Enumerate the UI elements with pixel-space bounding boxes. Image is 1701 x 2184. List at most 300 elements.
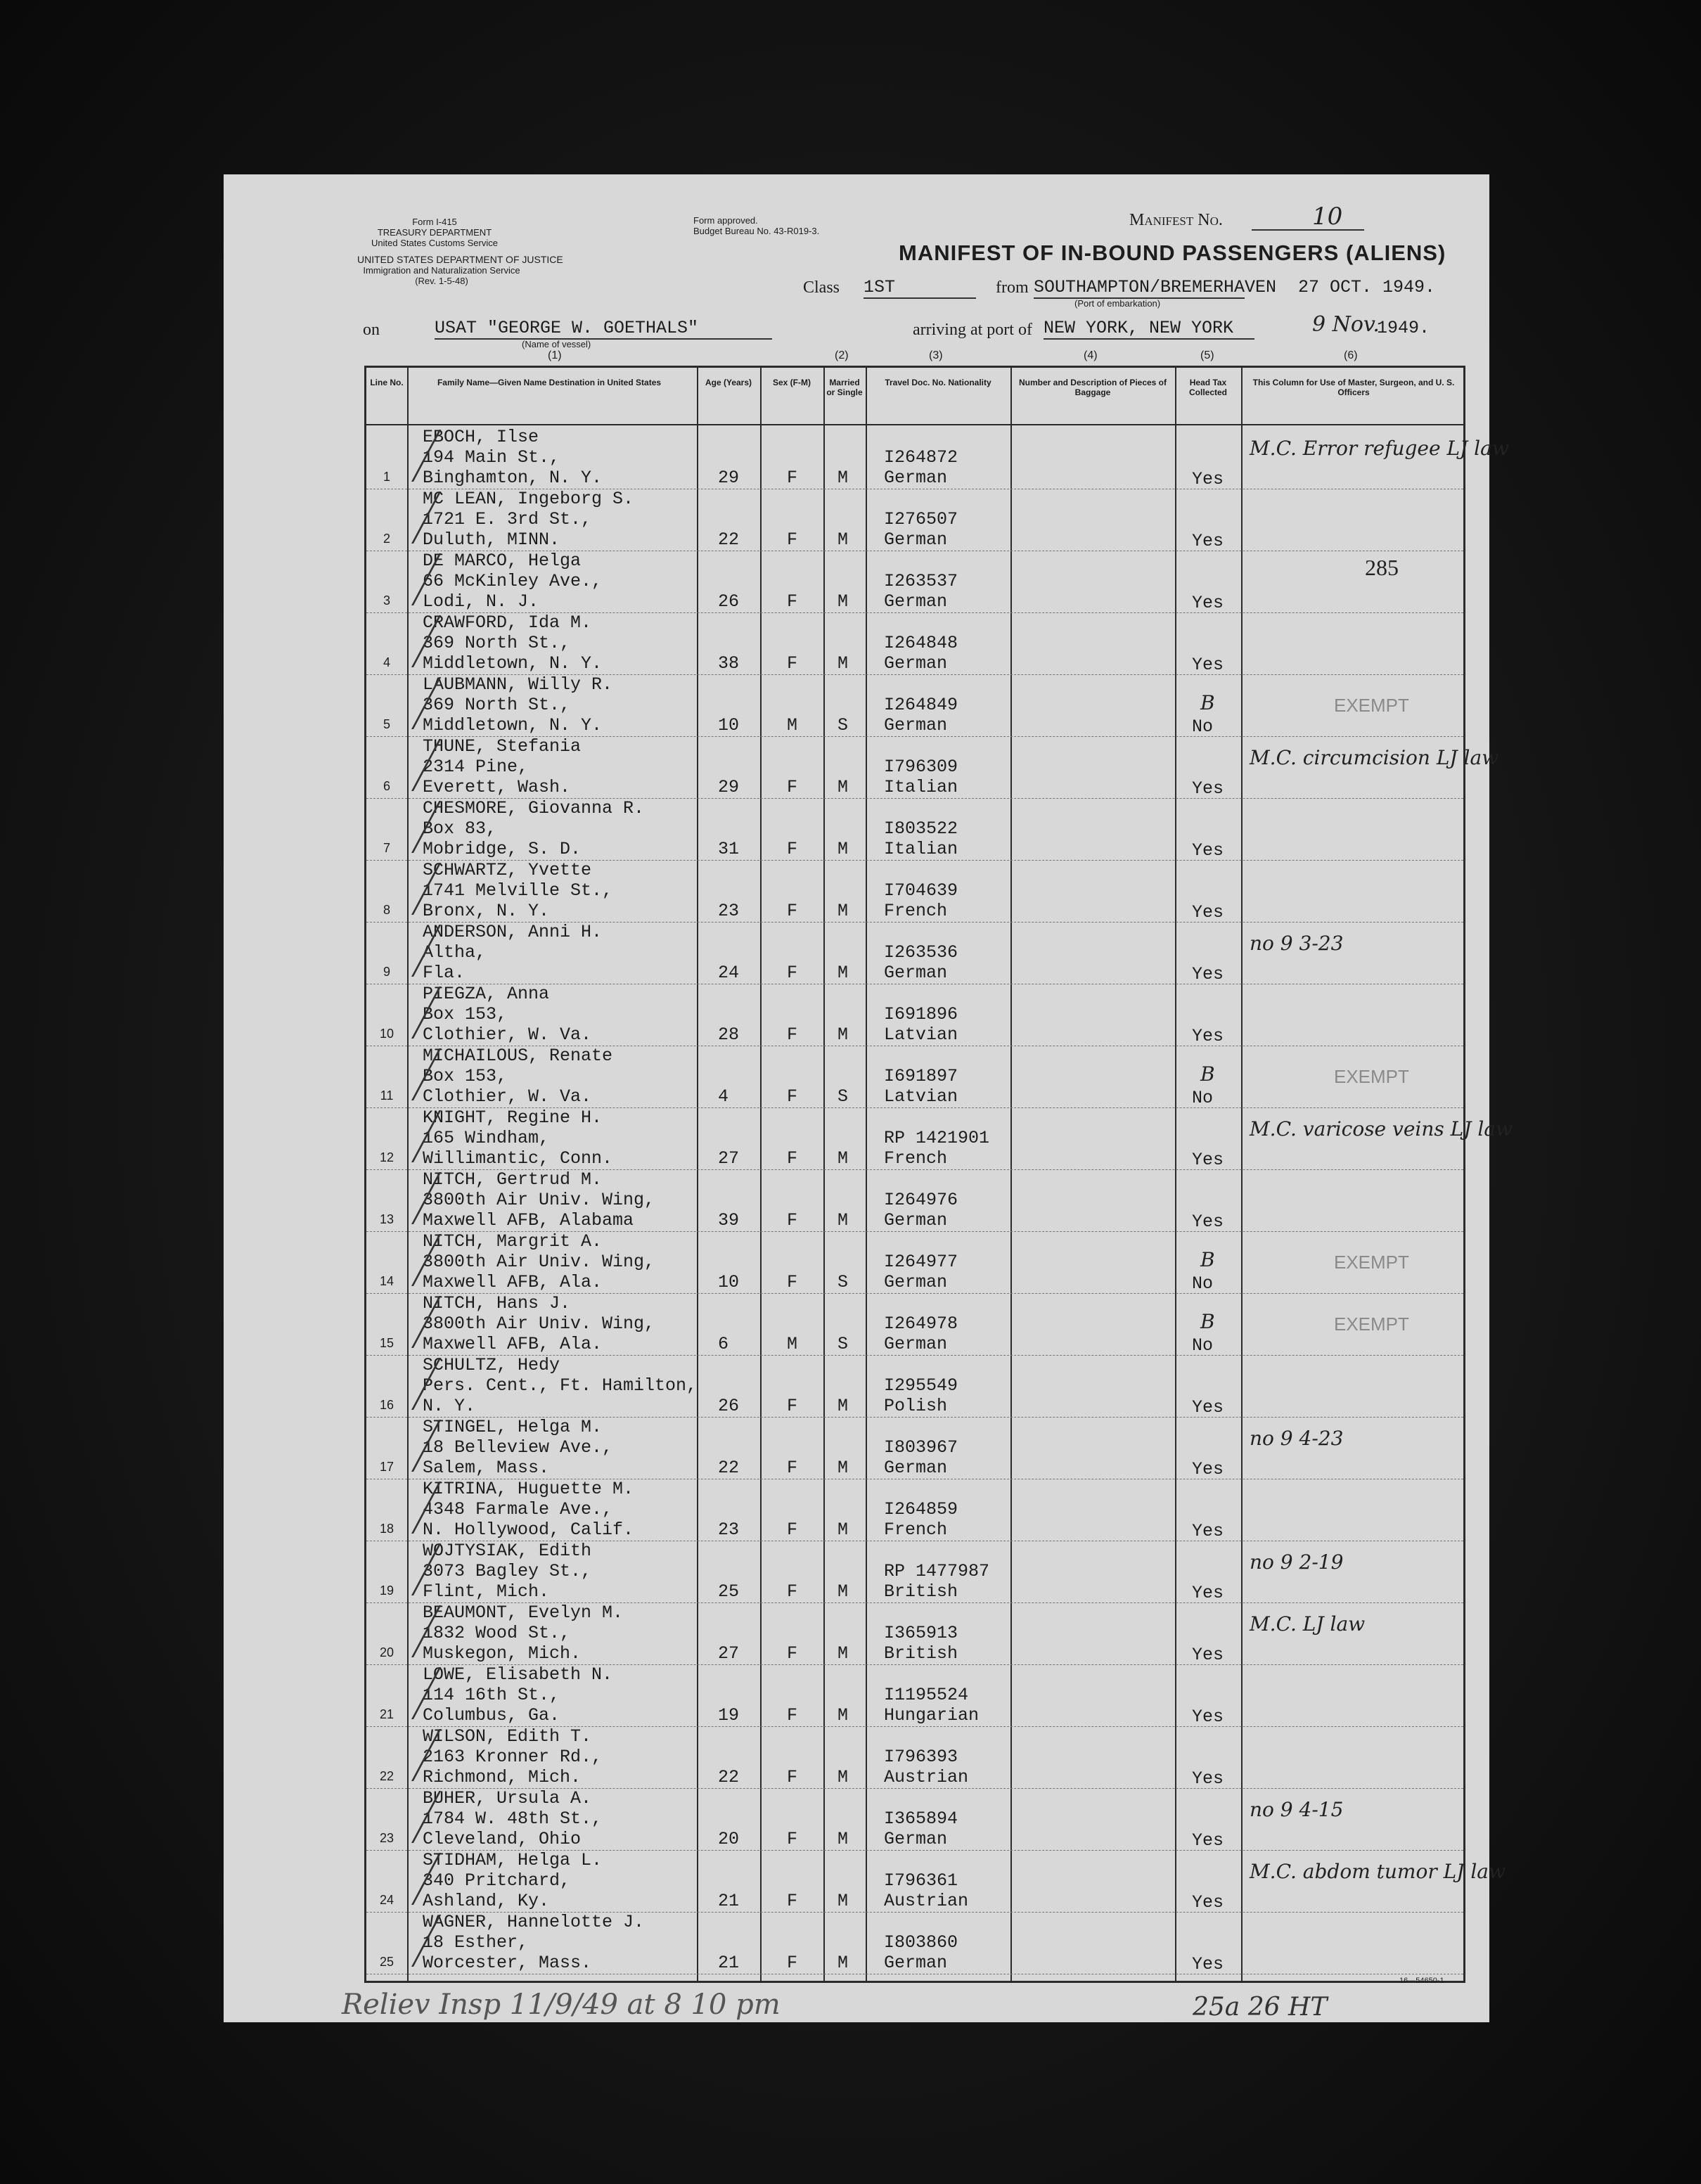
column-number: (5) — [1200, 349, 1214, 361]
travel-doc-number: RP 1421901 — [884, 1128, 990, 1148]
address-line: 1832 Wood St., — [423, 1623, 571, 1643]
address-line: Lodi, N. J. — [423, 591, 539, 612]
table-row — [366, 1479, 1463, 1541]
head-tax-value: Yes — [1192, 1830, 1224, 1851]
department-line: UNITED STATES DEPARTMENT OF JUSTICE — [357, 254, 563, 265]
table-row — [366, 674, 1463, 737]
nationality: German — [884, 715, 948, 736]
travel-doc-number: I796393 — [884, 1747, 958, 1767]
table-row — [366, 798, 1463, 861]
table-row — [366, 860, 1463, 923]
marital-status: M — [837, 1396, 849, 1416]
nationality: French — [884, 1520, 948, 1540]
address-line: Ashland, Ky. — [423, 1891, 550, 1911]
sex-value: F — [787, 1643, 798, 1664]
nationality: Latvian — [884, 1086, 958, 1107]
family-given-name: CHESMORE, Giovanna R. — [423, 798, 645, 818]
sex-value: F — [787, 901, 798, 921]
marital-status: M — [837, 1829, 849, 1849]
department-block — [357, 254, 563, 286]
address-line: 369 North St., — [423, 633, 571, 653]
line-number: 17 — [379, 1460, 394, 1474]
officer-annotation: M.C. abdom tumor LJ law — [1250, 1860, 1506, 1883]
address-line: Cleveland, Ohio — [423, 1829, 582, 1849]
marital-status: M — [837, 591, 849, 612]
exempt-stamp: EXEMPT — [1334, 695, 1409, 716]
address-line: Middletown, N. Y. — [423, 653, 603, 674]
age-value: 4 — [718, 1086, 729, 1107]
nationality: Austrian — [884, 1891, 969, 1911]
family-given-name: CRAWFORD, Ida M. — [423, 612, 592, 633]
sex-value: F — [787, 963, 798, 983]
officer-annotation: 285 — [1365, 555, 1399, 580]
column-header-text: Sex (F-M) — [773, 378, 811, 387]
address-line: 340 Pritchard, — [423, 1870, 571, 1891]
address-line: 3800th Air Univ. Wing, — [423, 1190, 655, 1210]
head-tax-value: Yes — [1192, 778, 1224, 799]
family-given-name: BEAUMONT, Evelyn M. — [423, 1602, 624, 1623]
table-row — [366, 1107, 1513, 1170]
age-value: 24 — [718, 963, 740, 983]
manifest-title: MANIFEST OF IN-BOUND PASSENGERS (ALIENS) — [899, 240, 1446, 265]
line-number: 2 — [383, 532, 390, 546]
department-line: Immigration and Naturalization Service — [363, 265, 520, 276]
line-number: 23 — [379, 1831, 394, 1845]
family-given-name: NITCH, Gertrud M. — [423, 1169, 603, 1190]
sex-value: F — [787, 1458, 798, 1478]
nationality: German — [884, 1458, 948, 1478]
line-number: 9 — [383, 965, 390, 979]
officer-annotation: no 9 4-15 — [1250, 1798, 1344, 1821]
age-value: 22 — [718, 1767, 740, 1787]
sex-value: F — [787, 1705, 798, 1726]
nationality: Italian — [884, 777, 958, 797]
column-number: (2) — [835, 349, 849, 361]
officer-annotation: no 9 3-23 — [1250, 932, 1344, 955]
manifest-page — [224, 174, 1513, 2022]
sex-value: M — [787, 1334, 798, 1354]
nationality: British — [884, 1581, 958, 1602]
address-line: 4348 Farmale Ave., — [423, 1499, 613, 1520]
table-row — [366, 736, 1499, 799]
marital-status: S — [837, 715, 849, 736]
column-header-text: Number and Description of Pieces of Baggage — [1018, 378, 1167, 397]
address-line: N. Y. — [423, 1396, 476, 1416]
family-given-name: ANDERSON, Anni H. — [423, 922, 603, 942]
marital-status: M — [837, 1520, 849, 1540]
head-tax-note: B — [1200, 1062, 1215, 1086]
sex-value: F — [787, 468, 798, 488]
head-tax-value: No — [1192, 1335, 1214, 1356]
marital-status: M — [837, 1458, 849, 1478]
sex-value: F — [787, 777, 798, 797]
address-line: Flint, Mich. — [423, 1581, 550, 1602]
address-line: Everett, Wash. — [423, 777, 571, 797]
line-number: 4 — [383, 655, 390, 669]
column-header-marital — [825, 378, 864, 397]
column-number: (1) — [548, 349, 562, 361]
class-label: Class — [803, 278, 840, 297]
column-header-age — [704, 378, 753, 387]
arrival-day: 9 Nov. — [1312, 312, 1380, 337]
address-line: Maxwell AFB, Alabama — [423, 1210, 634, 1231]
family-given-name: LOWE, Elisabeth N. — [423, 1664, 613, 1685]
sex-value: F — [787, 1086, 798, 1107]
exempt-stamp: EXEMPT — [1334, 1313, 1409, 1335]
address-line: Worcester, Mass. — [423, 1953, 592, 1973]
manifest-number: 10 — [1312, 203, 1343, 231]
address-line: Box 153, — [423, 1066, 508, 1086]
table-row — [366, 984, 1463, 1046]
manifest-number-line — [1252, 229, 1364, 231]
nationality: German — [884, 529, 948, 550]
column-header-text: This Column for Use of Master, Surgeon, and U. S. Officers — [1252, 378, 1455, 397]
marital-status: M — [837, 1581, 849, 1602]
line-number: 18 — [379, 1522, 394, 1536]
sex-value: F — [787, 1891, 798, 1911]
marital-status: M — [837, 1148, 849, 1169]
table-row — [366, 1046, 1463, 1108]
table-row — [366, 1417, 1463, 1479]
head-tax-value: No — [1192, 1088, 1214, 1108]
line-number: 11 — [380, 1088, 394, 1103]
sex-value: M — [787, 715, 798, 736]
travel-doc-number: I365913 — [884, 1623, 958, 1643]
family-given-name: SCHULTZ, Hedy — [423, 1355, 560, 1375]
marital-status: M — [837, 839, 849, 859]
travel-doc-number: I264849 — [884, 695, 958, 715]
column-header-text: Age (Years) — [705, 378, 752, 387]
class-value: 1ST — [864, 277, 976, 299]
nationality: Latvian — [884, 1024, 958, 1045]
officer-annotation: M.C. circumcision LJ law — [1250, 746, 1499, 769]
line-number: 12 — [379, 1150, 394, 1164]
marital-status: S — [837, 1272, 849, 1292]
address-line: Box 153, — [423, 1004, 508, 1024]
column-header-travel-doc — [873, 378, 1003, 387]
head-tax-value: No — [1192, 1273, 1214, 1294]
sex-value: F — [787, 1272, 798, 1292]
marital-status: S — [837, 1086, 849, 1107]
passenger-table — [364, 349, 1513, 1983]
address-line: 2163 Kronner Rd., — [423, 1747, 603, 1767]
marital-status: M — [837, 653, 849, 674]
line-number: 21 — [379, 1707, 394, 1721]
age-value: 10 — [718, 715, 740, 736]
address-line: 165 Windham, — [423, 1128, 550, 1148]
address-line: 3800th Air Univ. Wing, — [423, 1252, 655, 1272]
nationality: German — [884, 653, 948, 674]
port-of-embarkation: SOUTHAMPTON/BREMERHAVEN — [1034, 277, 1277, 297]
sex-value: F — [787, 1024, 798, 1045]
marital-status: M — [837, 1643, 849, 1664]
table-row — [366, 489, 1463, 551]
head-tax-value: Yes — [1192, 469, 1224, 489]
table-row — [366, 1788, 1463, 1851]
form-id-line: TREASURY DEPARTMENT — [377, 227, 492, 238]
head-tax-note: B — [1200, 1248, 1215, 1271]
travel-doc-number: I264859 — [884, 1499, 958, 1520]
column-header-sex — [767, 378, 816, 387]
travel-doc-number: I276507 — [884, 509, 958, 529]
head-tax-note: B — [1200, 691, 1215, 714]
address-line: Pers. Cent., Ft. Hamilton, — [423, 1375, 698, 1396]
age-value: 29 — [718, 777, 740, 797]
family-given-name: STINGEL, Helga M. — [423, 1417, 603, 1437]
address-line: Clothier, W. Va. — [423, 1086, 592, 1107]
footer-handwriting: Reliev Insp 11/9/49 at 8 10 pm — [342, 1989, 781, 2021]
column-number: (3) — [929, 349, 943, 361]
exempt-stamp: EXEMPT — [1334, 1252, 1409, 1273]
line-number: 19 — [379, 1584, 394, 1598]
head-tax-value: Yes — [1192, 1212, 1224, 1232]
head-tax-value: Yes — [1192, 531, 1224, 551]
table-row — [366, 1602, 1463, 1665]
travel-doc-number: I704639 — [884, 880, 958, 901]
travel-doc-number: I365894 — [884, 1809, 958, 1829]
port-of-embarkation-caption: (Port of embarkation) — [1074, 298, 1161, 309]
address-line: Bronx, N. Y. — [423, 901, 550, 921]
marital-status: M — [837, 1891, 849, 1911]
head-tax-value: Yes — [1192, 1954, 1224, 1974]
head-tax-value: Yes — [1192, 1768, 1224, 1789]
table-row — [366, 1355, 1463, 1418]
vessel-caption: (Name of vessel) — [522, 339, 591, 349]
age-value: 31 — [718, 839, 740, 859]
table-row — [366, 612, 1463, 675]
travel-doc-number: I796361 — [884, 1870, 958, 1891]
family-given-name: DE MARCO, Helga — [423, 551, 582, 571]
on-label: on — [363, 321, 380, 339]
nationality: French — [884, 1148, 948, 1169]
travel-doc-number: I264848 — [884, 633, 958, 653]
head-tax-value: Yes — [1192, 840, 1224, 861]
line-number: 22 — [379, 1769, 394, 1783]
travel-doc-number: I691897 — [884, 1066, 958, 1086]
marital-status: M — [837, 901, 849, 921]
table-row — [366, 551, 1463, 613]
address-line: Binghamton, N. Y. — [423, 468, 603, 488]
address-line: Fla. — [423, 963, 466, 983]
table-row — [366, 1169, 1463, 1232]
form-footer-code: 16—54650-1 — [1399, 1977, 1444, 1985]
family-given-name: BUHER, Ursula A. — [423, 1788, 592, 1809]
column-header-head-tax — [1179, 378, 1237, 397]
family-given-name: WILSON, Edith T. — [423, 1726, 592, 1747]
line-number: 8 — [383, 903, 390, 917]
line-number: 3 — [383, 593, 390, 608]
age-value: 20 — [718, 1829, 740, 1849]
sex-value: F — [787, 591, 798, 612]
age-value: 38 — [718, 653, 740, 674]
family-given-name: NITCH, Margrit A. — [423, 1231, 603, 1252]
age-value: 39 — [718, 1210, 740, 1231]
line-number: 16 — [379, 1398, 394, 1412]
departure-date: 27 OCT. 1949. — [1298, 277, 1436, 297]
family-given-name: KNIGHT, Regine H. — [423, 1107, 603, 1128]
age-value: 21 — [718, 1953, 740, 1973]
head-tax-value: Yes — [1192, 1026, 1224, 1046]
age-value: 6 — [718, 1334, 729, 1354]
table-row — [366, 1664, 1463, 1727]
address-line: Altha, — [423, 942, 487, 963]
nationality: German — [884, 1829, 948, 1849]
marital-status: M — [837, 1953, 849, 1973]
family-given-name: SCHWARTZ, Yvette — [423, 860, 592, 880]
family-given-name: THUNE, Stefania — [423, 736, 582, 757]
nationality: Austrian — [884, 1767, 969, 1787]
nationality: German — [884, 591, 948, 612]
table-row — [366, 1726, 1463, 1789]
officer-annotation: M.C. varicose veins LJ law — [1250, 1117, 1513, 1141]
age-value: 22 — [718, 529, 740, 550]
department-line: (Rev. 1-5-48) — [415, 276, 468, 286]
head-tax-value: Yes — [1192, 1645, 1224, 1665]
sex-value: F — [787, 1520, 798, 1540]
table-row — [366, 1231, 1463, 1294]
line-number: 20 — [379, 1645, 394, 1659]
age-value: 21 — [718, 1891, 740, 1911]
sex-value: F — [787, 1210, 798, 1231]
address-line: 369 North St., — [423, 695, 571, 715]
arrival-year: 1949. — [1377, 318, 1430, 338]
address-line: Clothier, W. Va. — [423, 1024, 592, 1045]
travel-doc-number: RP 1477987 — [884, 1561, 990, 1581]
address-line: Salem, Mass. — [423, 1458, 550, 1478]
column-header-baggage — [1018, 378, 1168, 397]
table-row — [366, 427, 1509, 489]
travel-doc-number: I803967 — [884, 1437, 958, 1458]
travel-doc-number: I803860 — [884, 1932, 958, 1953]
travel-doc-number: I796309 — [884, 757, 958, 777]
officer-annotation: M.C. LJ law — [1250, 1612, 1366, 1636]
family-given-name: NITCH, Hans J. — [423, 1293, 571, 1313]
address-line: Willimantic, Conn. — [423, 1148, 613, 1169]
arriving-label: arriving at port of — [913, 321, 1032, 339]
marital-status: M — [837, 1024, 849, 1045]
travel-doc-number: I264976 — [884, 1190, 958, 1210]
nationality: Italian — [884, 839, 958, 859]
officer-annotation: M.C. Error refugee LJ law — [1250, 437, 1509, 460]
table-row — [366, 1293, 1463, 1356]
family-given-name: WOJTYSIAK, Edith — [423, 1541, 592, 1561]
age-value: 22 — [718, 1458, 740, 1478]
age-value: 19 — [718, 1705, 740, 1726]
head-tax-value: Yes — [1192, 593, 1224, 613]
travel-doc-number: I295549 — [884, 1375, 958, 1396]
head-tax-note: B — [1200, 1310, 1215, 1333]
column-number: (6) — [1344, 349, 1358, 361]
head-tax-value: Yes — [1192, 902, 1224, 923]
column-header-officers — [1250, 378, 1458, 397]
head-tax-value: Yes — [1192, 1707, 1224, 1727]
marital-status: M — [837, 1210, 849, 1231]
line-number: 24 — [379, 1893, 394, 1907]
age-value: 23 — [718, 901, 740, 921]
address-line: Middletown, N. Y. — [423, 715, 603, 736]
travel-doc-number: I263537 — [884, 571, 958, 591]
address-line: Muskegon, Mich. — [423, 1643, 582, 1664]
form-id-line: United States Customs Service — [371, 238, 498, 248]
address-line: 3073 Bagley St., — [423, 1561, 592, 1581]
line-number: 15 — [379, 1336, 394, 1350]
age-value: 29 — [718, 468, 740, 488]
officer-annotation: no 9 2-19 — [1250, 1550, 1344, 1574]
nationality: German — [884, 1272, 948, 1292]
address-line: 114 16th St., — [423, 1685, 560, 1705]
sex-value: F — [787, 1148, 798, 1169]
age-value: 27 — [718, 1643, 740, 1664]
address-line: N. Hollywood, Calif. — [423, 1520, 634, 1540]
officer-annotation: no 9 4-23 — [1250, 1427, 1344, 1450]
nationality: German — [884, 468, 948, 488]
line-number: 6 — [383, 779, 390, 793]
address-line: 1721 E. 3rd St., — [423, 509, 592, 529]
head-tax-value: Yes — [1192, 1150, 1224, 1170]
column-header-text: Line No. — [370, 378, 404, 387]
travel-doc-number: I803522 — [884, 818, 958, 839]
sex-value: F — [787, 653, 798, 674]
head-tax-value: Yes — [1192, 1583, 1224, 1603]
column-number: (4) — [1084, 349, 1098, 361]
age-value: 26 — [718, 591, 740, 612]
travel-doc-number: I264978 — [884, 1313, 958, 1334]
travel-doc-number: I691896 — [884, 1004, 958, 1024]
column-header-name — [423, 378, 676, 387]
sex-value: F — [787, 1767, 798, 1787]
age-value: 23 — [718, 1520, 740, 1540]
column-header-text: Married or Single — [826, 378, 863, 397]
sex-value: F — [787, 1829, 798, 1849]
address-line: Columbus, Ga. — [423, 1705, 560, 1726]
approval-block — [693, 215, 819, 236]
nationality: German — [884, 1953, 948, 1973]
address-line: 66 McKinley Ave., — [423, 571, 603, 591]
address-line: 1741 Melville St., — [423, 880, 613, 901]
address-line: Mobridge, S. D. — [423, 839, 582, 859]
approval-line: Budget Bureau No. 43-R019-3. — [693, 226, 820, 236]
line-number: 1 — [383, 470, 390, 484]
family-given-name: KITRINA, Huguette M. — [423, 1479, 634, 1499]
line-number: 14 — [379, 1274, 394, 1288]
family-given-name: PIEGZA, Anna — [423, 984, 550, 1004]
age-value: 27 — [718, 1148, 740, 1169]
sex-value: F — [787, 1396, 798, 1416]
column-header-text: Head Tax Collected — [1188, 378, 1227, 397]
address-line: 3800th Air Univ. Wing, — [423, 1313, 655, 1334]
head-tax-value: Yes — [1192, 1521, 1224, 1541]
address-line: Maxwell AFB, Ala. — [423, 1334, 603, 1354]
travel-doc-number: I263536 — [884, 942, 958, 963]
footer-count: 25a 26 HT — [1193, 1993, 1328, 2022]
travel-doc-number: I1195524 — [884, 1685, 969, 1705]
nationality: French — [884, 901, 948, 921]
table-row — [366, 922, 1463, 984]
address-line: Duluth, MINN. — [423, 529, 560, 550]
address-line: Box 83, — [423, 818, 497, 839]
marital-status: S — [837, 1334, 849, 1354]
sex-value: F — [787, 839, 798, 859]
vessel-name: USAT "GEORGE W. GOETHALS" — [435, 318, 772, 340]
family-given-name: WAGNER, Hannelotte J. — [423, 1912, 645, 1932]
head-tax-value: Yes — [1192, 1459, 1224, 1479]
exempt-stamp: EXEMPT — [1334, 1066, 1409, 1087]
port-of-arrival: NEW YORK, NEW YORK — [1044, 318, 1254, 340]
nationality: Hungarian — [884, 1705, 980, 1726]
age-value: 28 — [718, 1024, 740, 1045]
marital-status: M — [837, 1705, 849, 1726]
address-line: Maxwell AFB, Ala. — [423, 1272, 603, 1292]
